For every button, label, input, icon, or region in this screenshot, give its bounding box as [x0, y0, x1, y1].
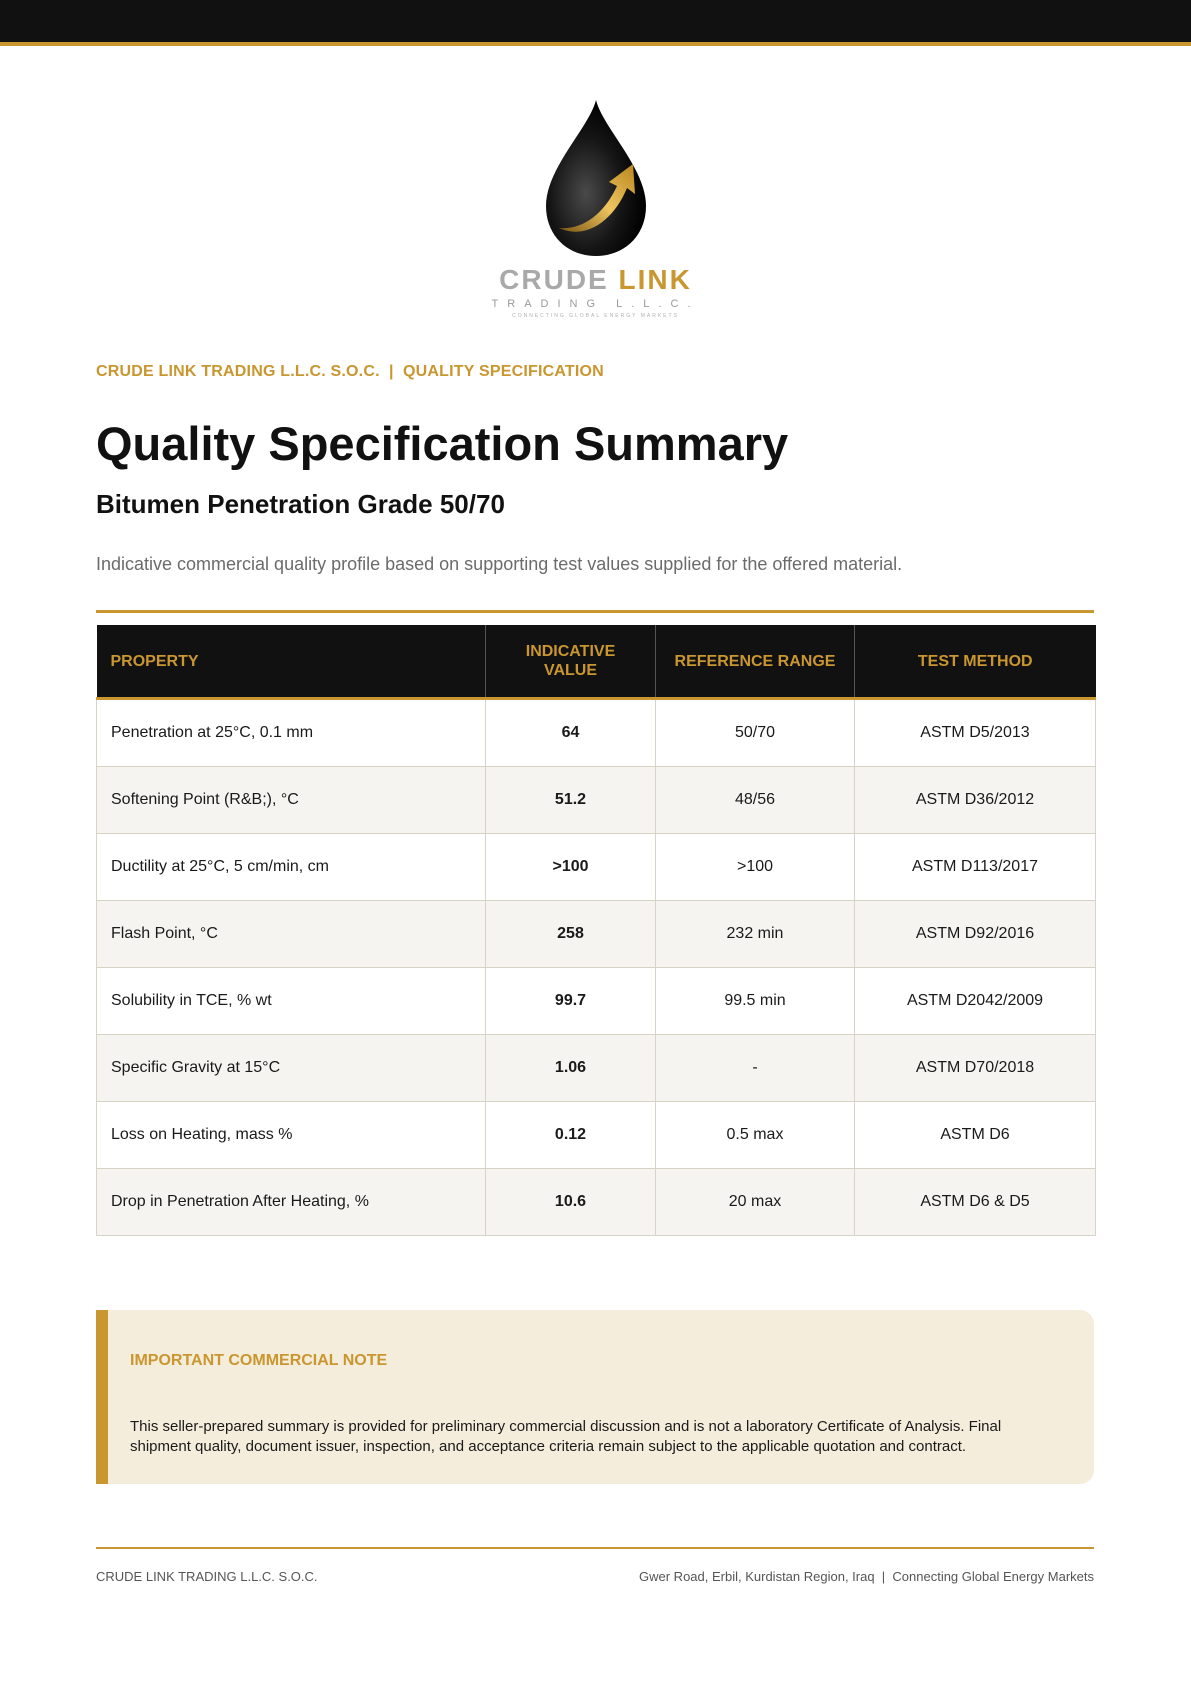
cell-range: 232 min: [656, 901, 855, 968]
note-body: This seller-prepared summary is provided for preliminary commercial discussion and is not a laboratory Certificate of Analysis. Final shipment quality, document issuer, inspection, and acceptance criteria remain subject to the applicable quotation and contract.: [130, 1418, 1002, 1455]
cell-property: Softening Point (R&B;), °C: [97, 767, 486, 834]
table-header-row: [97, 625, 1096, 699]
table-row: [97, 1169, 1096, 1236]
cell-property: Loss on Heating, mass %: [97, 1102, 486, 1169]
footer-address: Gwer Road, Erbil, Kurdistan Region, Iraq | Connecting Global Energy Markets: [639, 1569, 1094, 1584]
cell-property: Ductility at 25°C, 5 cm/min, cm: [97, 834, 486, 901]
table-row: [97, 767, 1096, 834]
cell-property: Penetration at 25°C, 0.1 mm: [97, 699, 486, 767]
footer-divider: [96, 1547, 1094, 1549]
cell-method: ASTM D92/2016: [855, 901, 1096, 968]
col-header-indicative-value: INDICATIVE VALUE: [486, 625, 656, 699]
oil-drop-arrow-icon: [541, 98, 651, 258]
cell-range: -: [656, 1035, 855, 1102]
cell-range: 50/70: [656, 699, 855, 767]
col-header-property: PROPERTY: [97, 625, 486, 699]
cell-method: ASTM D70/2018: [855, 1035, 1096, 1102]
logo-trading: TRADING L.L.C.: [491, 298, 700, 310]
intro-text: Indicative commercial quality profile based on supporting test values supplied for the offered material.: [96, 554, 903, 574]
page-subtitle: Bitumen Penetration Grade 50/70: [96, 489, 505, 519]
cell-value: 1.06: [486, 1035, 656, 1102]
cell-range: 48/56: [656, 767, 855, 834]
cell-method: ASTM D113/2017: [855, 834, 1096, 901]
table-row: [97, 1102, 1096, 1169]
cell-value: 10.6: [486, 1169, 656, 1236]
cell-range: >100: [656, 834, 855, 901]
company-logo: [0, 98, 1191, 319]
cell-value: 64: [486, 699, 656, 767]
header-divider: [96, 610, 1094, 613]
cell-range: 0.5 max: [656, 1102, 855, 1169]
footer-company: CRUDE LINK TRADING L.L.C. S.O.C.: [96, 1569, 318, 1584]
cell-value: 51.2: [486, 767, 656, 834]
cell-method: ASTM D36/2012: [855, 767, 1096, 834]
cell-method: ASTM D2042/2009: [855, 968, 1096, 1035]
logo-word-link: LINK: [618, 264, 692, 295]
logo-wordmark: [0, 264, 1191, 296]
eyebrow-label: CRUDE LINK TRADING L.L.C. S.O.C. | QUALITY SPECIFICATION: [96, 363, 604, 380]
cell-property: Drop in Penetration After Heating, %: [97, 1169, 486, 1236]
logo-tagline: CONNECTING GLOBAL ENERGY MARKETS: [512, 313, 679, 319]
cell-method: ASTM D6 & D5: [855, 1169, 1096, 1236]
cell-property: Solubility in TCE, % wt: [97, 968, 486, 1035]
commercial-note-box: [96, 1310, 1094, 1484]
cell-range: 20 max: [656, 1169, 855, 1236]
cell-range: 99.5 min: [656, 968, 855, 1035]
cell-value: >100: [486, 834, 656, 901]
cell-property: Specific Gravity at 15°C: [97, 1035, 486, 1102]
cell-value: 258: [486, 901, 656, 968]
col-header-test-method: TEST METHOD: [855, 625, 1096, 699]
spec-table: [96, 625, 1096, 1236]
table-row: [97, 1035, 1096, 1102]
page-title: Quality Specification Summary: [96, 417, 789, 470]
table-row: [97, 834, 1096, 901]
table-row: [97, 968, 1096, 1035]
top-bar: [0, 0, 1191, 46]
note-title: IMPORTANT COMMERCIAL NOTE: [130, 1352, 388, 1369]
table-row: [97, 699, 1096, 767]
cell-value: 99.7: [486, 968, 656, 1035]
cell-method: ASTM D6: [855, 1102, 1096, 1169]
cell-property: Flash Point, °C: [97, 901, 486, 968]
cell-method: ASTM D5/2013: [855, 699, 1096, 767]
table-row: [97, 901, 1096, 968]
cell-value: 0.12: [486, 1102, 656, 1169]
logo-word-crude: CRUDE: [499, 264, 609, 295]
col-header-reference-range: REFERENCE RANGE: [656, 625, 855, 699]
